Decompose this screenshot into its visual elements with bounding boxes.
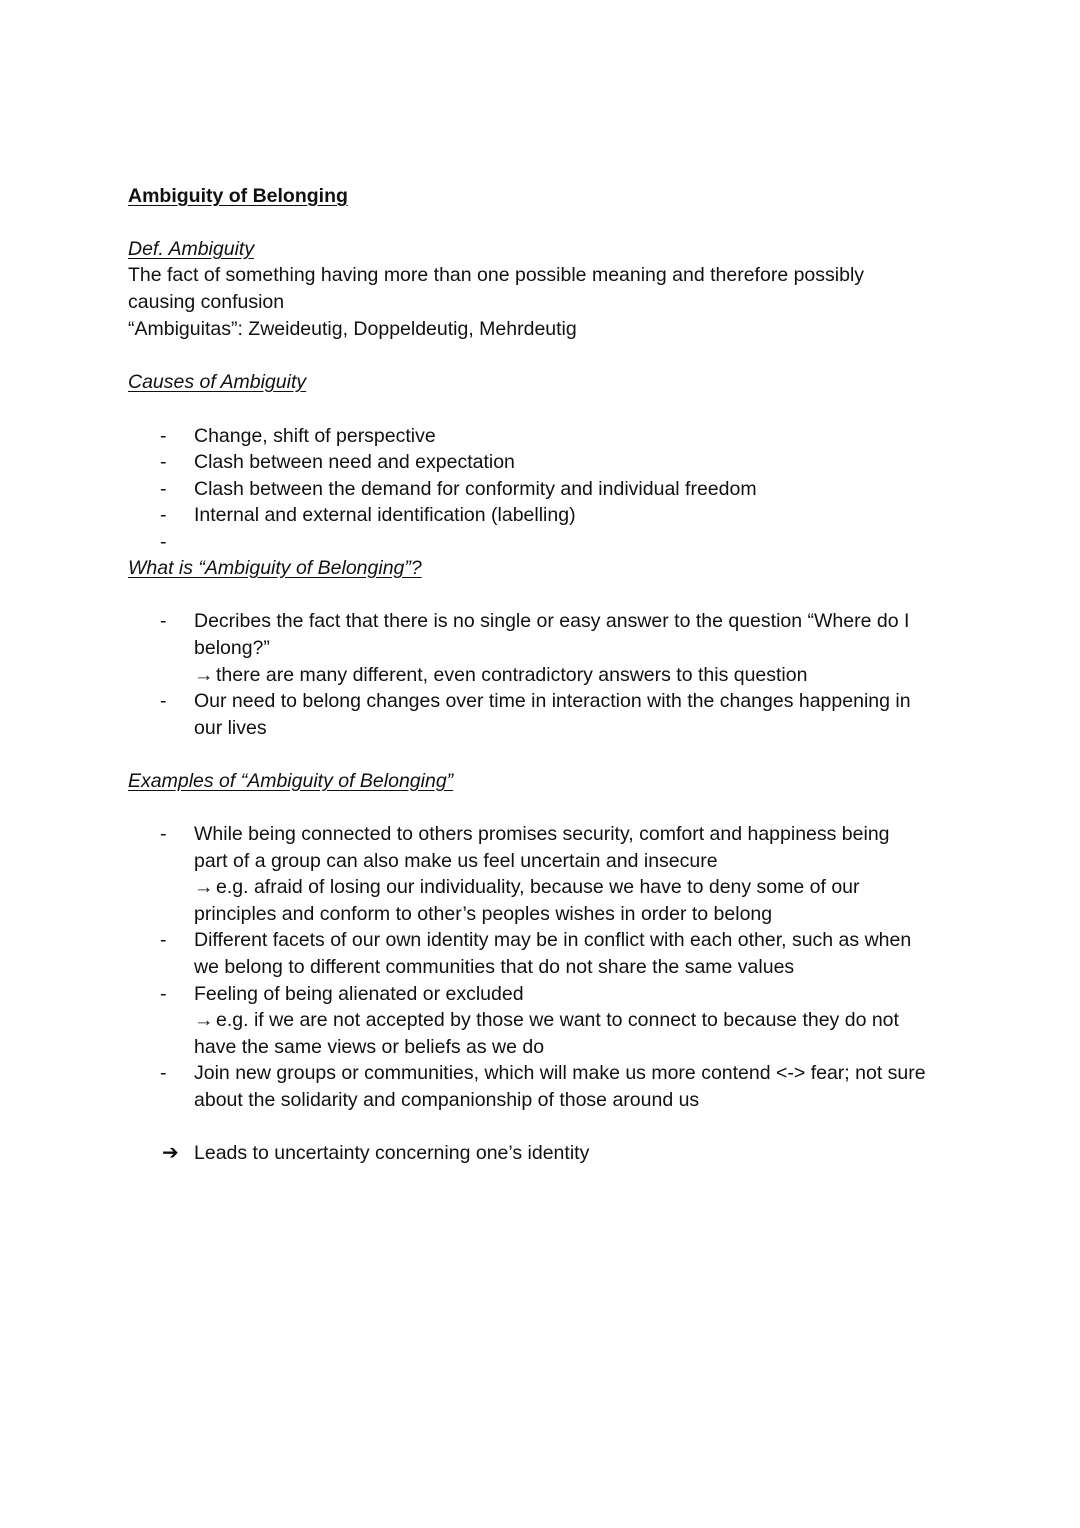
causes-item: Change, shift of perspective bbox=[194, 425, 436, 447]
bullet-dash: - bbox=[160, 823, 167, 845]
examples-item-text: e.g. afraid of losing our individuality, because we have to deny some of our bbox=[216, 876, 860, 898]
examples-item-line: about the solidarity and companionship of those around us bbox=[194, 1089, 700, 1111]
arrow-right-icon: → bbox=[194, 1009, 214, 1031]
conclusion-text: Leads to uncertainty concerning one’s identity bbox=[194, 1142, 590, 1164]
page-title: Ambiguity of Belonging bbox=[128, 185, 348, 207]
what-is-item-line: Decribes the fact that there is no single or easy answer to the question “Where do I bbox=[194, 610, 910, 632]
causes-item: Clash between need and expectation bbox=[194, 451, 515, 473]
examples-item-line: Different facets of our own identity may be in conflict with each other, such as when bbox=[194, 929, 912, 951]
bullet-dash: - bbox=[160, 690, 167, 712]
causes-heading: Causes of Ambiguity bbox=[128, 371, 307, 393]
causes-item: Internal and external identification (labelling) bbox=[194, 504, 576, 526]
bullet-dash: - bbox=[160, 478, 167, 500]
what-is-heading: What is “Ambiguity of Belonging”? bbox=[128, 557, 422, 579]
what-is-item-line: belong?” bbox=[194, 637, 270, 659]
bullet-dash: - bbox=[160, 425, 167, 447]
examples-item-line: we belong to different communities that do not share the same values bbox=[194, 956, 795, 978]
definition-text-line: The fact of something having more than one possible meaning and therefore possibly bbox=[128, 264, 865, 286]
examples-item-line: Feeling of being alienated or excluded bbox=[194, 983, 524, 1005]
definition-heading: Def. Ambiguity bbox=[128, 238, 255, 260]
what-is-item-line: Our need to belong changes over time in interaction with the changes happening in bbox=[194, 690, 911, 712]
bullet-dash: - bbox=[160, 1062, 167, 1084]
examples-item-line bbox=[194, 874, 860, 900]
examples-heading: Examples of “Ambiguity of Belonging” bbox=[128, 770, 454, 792]
bullet-dash-empty: - bbox=[160, 531, 167, 553]
bullet-dash: - bbox=[160, 610, 167, 632]
examples-item-line bbox=[194, 1007, 899, 1033]
arrow-right-icon: → bbox=[194, 664, 214, 686]
definition-text-line: causing confusion bbox=[128, 291, 285, 313]
examples-item-text: e.g. if we are not accepted by those we want to connect to because they do not bbox=[216, 1009, 899, 1031]
bullet-dash: - bbox=[160, 983, 167, 1005]
definition-etymology: “Ambiguitas”: Zweideutig, Doppeldeutig, Mehrdeutig bbox=[128, 318, 577, 340]
causes-item: Clash between the demand for conformity and individual freedom bbox=[194, 478, 757, 500]
bullet-dash: - bbox=[160, 929, 167, 951]
examples-item-line: principles and conform to other’s peoples wishes in order to belong bbox=[194, 903, 773, 925]
examples-item-line: Join new groups or communities, which will make us more contend <-> fear; not sure bbox=[194, 1062, 926, 1084]
arrow-right-icon: → bbox=[194, 876, 214, 898]
examples-item-line: have the same views or beliefs as we do bbox=[194, 1036, 545, 1058]
examples-item-line: While being connected to others promises security, comfort and happiness being bbox=[194, 823, 890, 845]
examples-item-line: part of a group can also make us feel uncertain and insecure bbox=[194, 850, 718, 872]
bold-arrow-icon: ➔ bbox=[162, 1142, 179, 1164]
what-is-item-line bbox=[194, 662, 807, 688]
what-is-item-line: our lives bbox=[194, 717, 267, 739]
what-is-item-text: there are many different, even contradictory answers to this question bbox=[216, 664, 808, 686]
bullet-dash: - bbox=[160, 451, 167, 473]
bullet-dash: - bbox=[160, 504, 167, 526]
